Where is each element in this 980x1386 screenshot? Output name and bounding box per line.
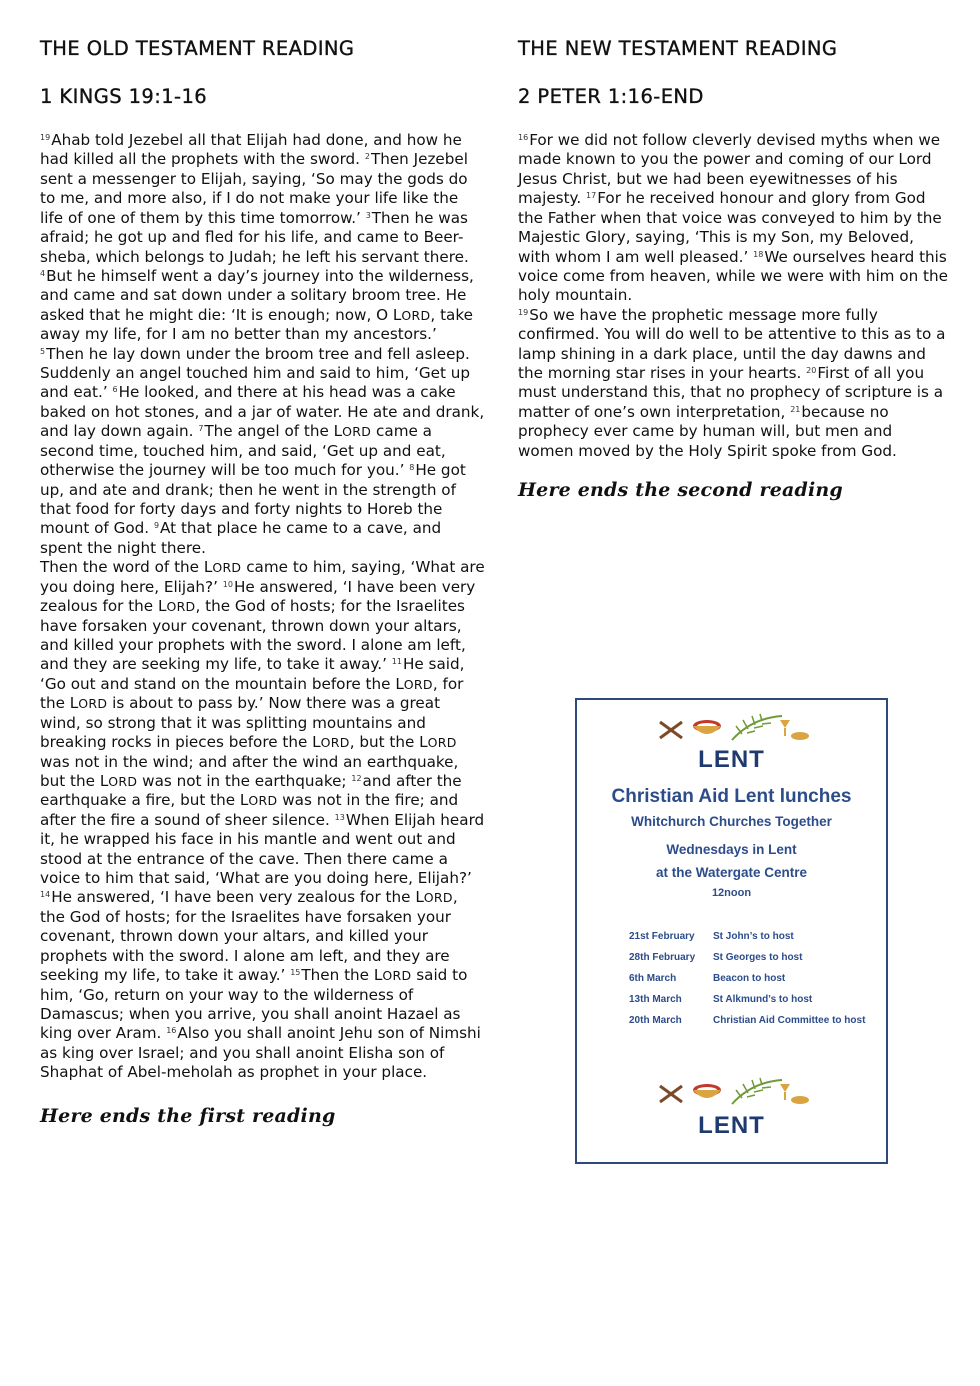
schedule-row xyxy=(629,931,879,952)
schedule-host: St John’s to host xyxy=(713,931,794,942)
schedule-host: St Georges to host xyxy=(713,952,803,963)
new-testament-column xyxy=(518,36,948,501)
verse-number: 7 xyxy=(198,424,204,434)
old-testament-ending: Here ends the first reading xyxy=(40,1104,336,1127)
verse-number: 3 xyxy=(365,210,371,220)
lent-emblem-top xyxy=(577,712,886,748)
lent-lunches-poster xyxy=(575,698,888,1164)
schedule-date: 20th March xyxy=(629,1015,682,1026)
verse-number: 11 xyxy=(391,657,402,667)
schedule-host: St Alkmund’s to host xyxy=(713,994,813,1005)
old-testament-heading: THE OLD TESTAMENT READING xyxy=(40,37,355,60)
lent-label-bottom: LENT xyxy=(698,1112,765,1139)
poster-subtitle: Whitchurch Churches Together xyxy=(631,814,832,829)
schedule-date: 28th February xyxy=(629,952,696,963)
poster-venue: at the Watergate Centre xyxy=(655,865,808,880)
poster-schedule xyxy=(629,931,879,1036)
verse-number: 16 xyxy=(518,133,529,142)
verse-number: 13 xyxy=(334,812,345,822)
schedule-date: 6th March xyxy=(629,973,677,984)
schedule-row xyxy=(629,994,879,1015)
verse-number: 9 xyxy=(153,521,160,531)
old-testament-paragraph: $^{19}$Ahab told Jezebel all that Elijah had done, and how he had killed all the prophets with the sword. $^2$Then Jezebel sent a messenger to Elijah, saying, ‘So may the gods do to me, and more also, if I do not make your life like the life of one of them by this time tomorrow.’ $^3$Then he was afraid; he got up and fled for his life, and came to Beer-sheba, which belongs to Judah; he left his servant there. $^4$But he himself went a day’s journey into the wilderness, and came and sat down under a solitary broom tree. He asked that he might die: ‘It is enough; now, O LORD, take away my life, for I am no better than my ancestors.’ $^5$Then he lay down under the broom tree and fell asleep. Suddenly an angel touched him and said to him, ‘Get up and eat.’ $^6$He looked, and there at his head was a cake baked on hot stones, and a jar of water. He ate and drank, and lay down again. $^7$The angel of the LORD came a second time, touched him, and said, ‘Get up and eat, otherwise the journey will be too much for you.’ $^8$He got up, and ate and drank; then he went in the strength of that food for forty days and forty nights to Horeb the mount of God. $^9$At that place he came to a cave, and spent the night there. xyxy=(40,131,485,557)
new-testament-text xyxy=(518,131,948,461)
lent-label-top: LENT xyxy=(698,746,765,773)
verse-number: 18 xyxy=(753,249,764,259)
lent-emblem-bottom xyxy=(577,1076,886,1112)
schedule-date: 21st February xyxy=(629,931,695,942)
verse-number: 16 xyxy=(166,1026,177,1036)
lent-symbols-icon xyxy=(652,712,812,748)
verse-number: 8 xyxy=(409,463,415,473)
poster-when: Wednesdays in Lent xyxy=(666,842,797,857)
schedule-host: Beacon to host xyxy=(713,973,786,984)
verse-number: 2 xyxy=(364,152,370,162)
old-testament-text xyxy=(40,131,485,1083)
verse-number: 10 xyxy=(222,579,233,589)
verse-number: 19 xyxy=(40,133,51,142)
verse-number: 14 xyxy=(40,890,51,900)
verse-number: 12 xyxy=(351,773,362,783)
new-testament-heading: THE NEW TESTAMENT READING xyxy=(518,37,838,60)
lent-symbols-icon xyxy=(652,1076,812,1112)
new-testament-ending: Here ends the second reading xyxy=(518,479,843,502)
poster-title: Christian Aid Lent lunches xyxy=(611,786,852,807)
new-testament-paragraph: $^{19}$So we have the prophetic message more fully confirmed. You will do well to be attentive to this as to a lamp shining in a dark place, until the day dawns and the morning star rises in your hearts. $^{20}$First of all you must understand this, that no prophecy of scripture is a matter of one’s own interpretation, $^{21}$because no prophecy ever came by human will, but men and women moved by the Holy Spirit spoke from God. xyxy=(518,305,946,460)
old-testament-column xyxy=(40,36,485,1127)
schedule-row xyxy=(629,973,879,994)
old-testament-paragraph: Then the word of the LORD came to him, saying, ‘What are you doing here, Elijah?’ $^{10}$He answered, ‘I have been very zealous for the LORD, the God of hosts; for the Israelites have forsaken your covenant, thrown down your altars, and killed your prophets with the sword. I alone am left, and they are seeking my life, to take it away.’ $^{11}$He said, ‘Go out and stand on the mountain before the LORD, for the LORD is about to pass by.’ Now there was a great wind, so strong that it was splitting mountains and breaking rocks in pieces before the LORD, but the LORD was not in the wind; and after the wind an earthquake, but the LORD was not in the earthquake; $^{12}$and after the earthquake a fire, but the LORD was not in the fire; and after the fire a sound of sheer silence. $^{13}$When Elijah heard it, he wrapped his face in his mantle and went out and stood at the entrance of the cave. Then there came a voice to him that said, ‘What are you doing here, Elijah?’ $^{14}$He answered, ‘I have been very zealous for the LORD, the God of hosts; for the Israelites have forsaken your covenant, thrown down your altars, and killed your prophets with the sword. I alone am left, and they are seeking my life, to take it away.’ $^{15}$Then the LORD said to him, ‘Go, return on your way to the wilderness of Damascus; when you arrive, you shall anoint Hazael as king over Aram. $^{16}$Also you shall anoint Jehu son of Nimshi as king over Israel; and you shall anoint Elisha son of Shaphat of Abel-meholah as prophet in your place. xyxy=(40,558,485,1082)
verse-number: 17 xyxy=(586,191,597,201)
poster-time: 12noon xyxy=(711,887,752,899)
schedule-row xyxy=(629,1015,879,1036)
schedule-host: Christian Aid Committee to host xyxy=(713,1015,866,1026)
new-testament-reference: 2 PETER 1:16-END xyxy=(518,85,704,108)
verse-number: 19 xyxy=(518,307,529,317)
verse-number: 20 xyxy=(806,366,817,376)
verse-number: 15 xyxy=(290,968,301,978)
verse-number: 21 xyxy=(790,404,801,414)
new-testament-paragraph: $^{16}$For we did not follow cleverly devised myths when we made known to you the power and coming of our Lord Jesus Christ, but we had been eyewitnesses of his majesty. $^{17}$For he received honour and glory from God the Father when that voice was conveyed to him by the Majestic Glory, saying, ‘This is my Son, my Beloved, with whom I am well pleased.’ $^{18}$We ourselves heard this voice come from heaven, while we were with him on the holy mountain. xyxy=(518,131,948,305)
old-testament-reference: 1 KINGS 19:1-16 xyxy=(40,85,208,108)
verse-number: 6 xyxy=(112,385,118,395)
verse-number: 4 xyxy=(40,268,46,278)
verse-number: 5 xyxy=(40,346,46,356)
schedule-row xyxy=(629,952,879,973)
schedule-date: 13th March xyxy=(629,994,682,1005)
